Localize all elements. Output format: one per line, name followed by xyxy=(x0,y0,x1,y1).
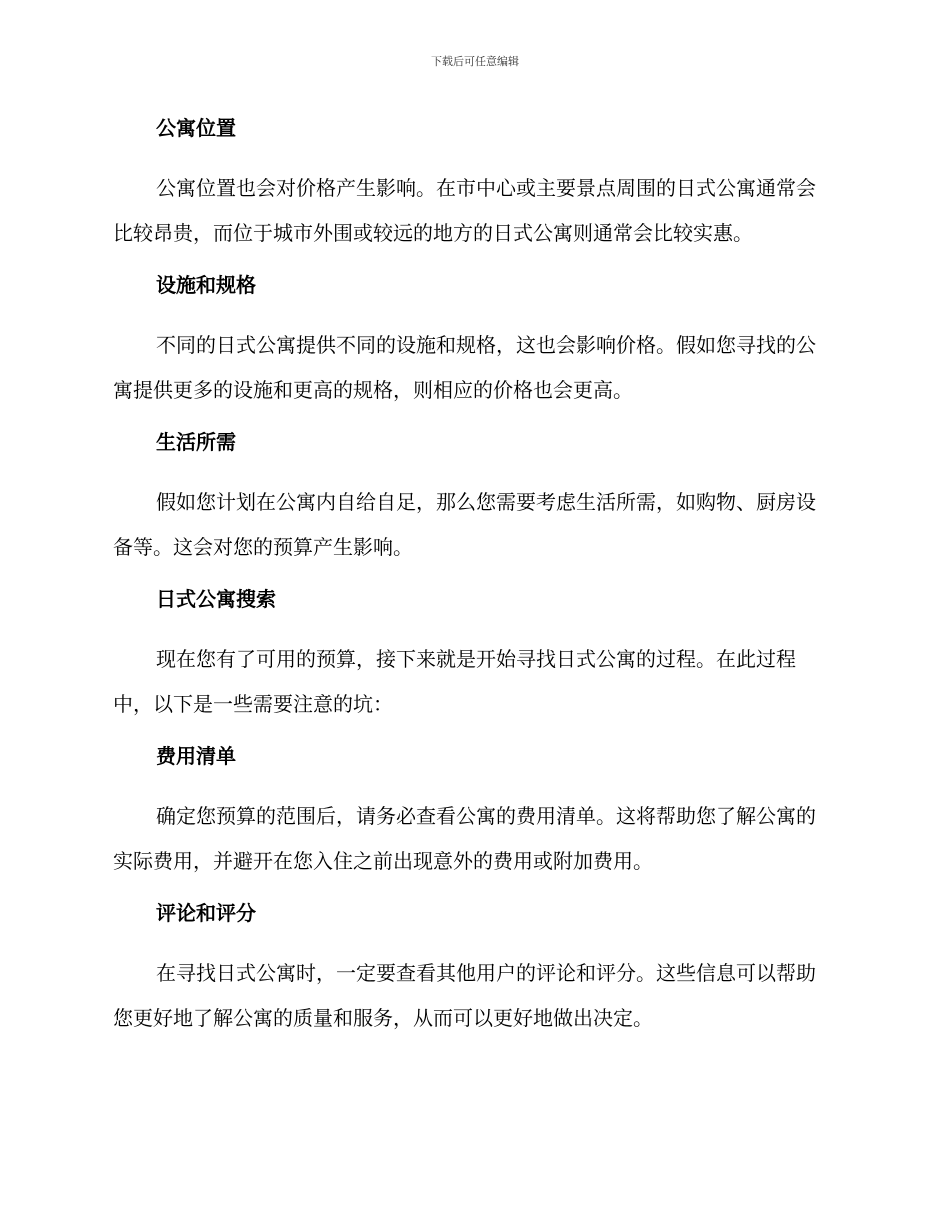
section-paragraph-apartment-search: 现在您有了可用的预算，接下来就是开始寻找日式公寓的过程。在此过程中，以下是一些需要注意的坑： xyxy=(113,647,796,716)
section-heading-facilities-specs: 设施和规格 xyxy=(156,273,256,297)
section-paragraph-fee-list: 确定您预算的范围后，请务必查看公寓的费用清单。这将帮助您了解公寓的实际费用，并避开在您入住之前出现意外的费用或附加费用。 xyxy=(113,804,816,873)
section-heading-living-needs: 生活所需 xyxy=(156,430,236,454)
section-paragraph-living-needs: 假如您计划在公寓内自给自足，那么您需要考虑生活所需，如购物、厨房设备等。这会对您的预算产生影响。 xyxy=(113,490,816,559)
section-heading-reviews-ratings: 评论和评分 xyxy=(156,901,256,925)
page-header-note: 下载后可任意编辑 xyxy=(431,55,519,68)
section-heading-apartment-search: 日式公寓搜索 xyxy=(156,587,276,611)
section-paragraph-reviews-ratings: 在寻找日式公寓时，一定要查看其他用户的评论和评分。这些信息可以帮助您更好地了解公寓的质量和服务，从而可以更好地做出决定。 xyxy=(113,961,816,1030)
section-heading-fee-list: 费用清单 xyxy=(156,744,236,768)
document-body xyxy=(113,110,833,1052)
section-heading-apartment-location: 公寓位置 xyxy=(156,116,236,140)
section-paragraph-facilities-specs: 不同的日式公寓提供不同的设施和规格，这也会影响价格。假如您寻找的公寓提供更多的设施和更高的规格，则相应的价格也会更高。 xyxy=(113,333,816,402)
section-paragraph-apartment-location: 公寓位置也会对价格产生影响。在市中心或主要景点周围的日式公寓通常会比较昂贵，而位于城市外围或较远的地方的日式公寓则通常会比较实惠。 xyxy=(113,176,816,245)
